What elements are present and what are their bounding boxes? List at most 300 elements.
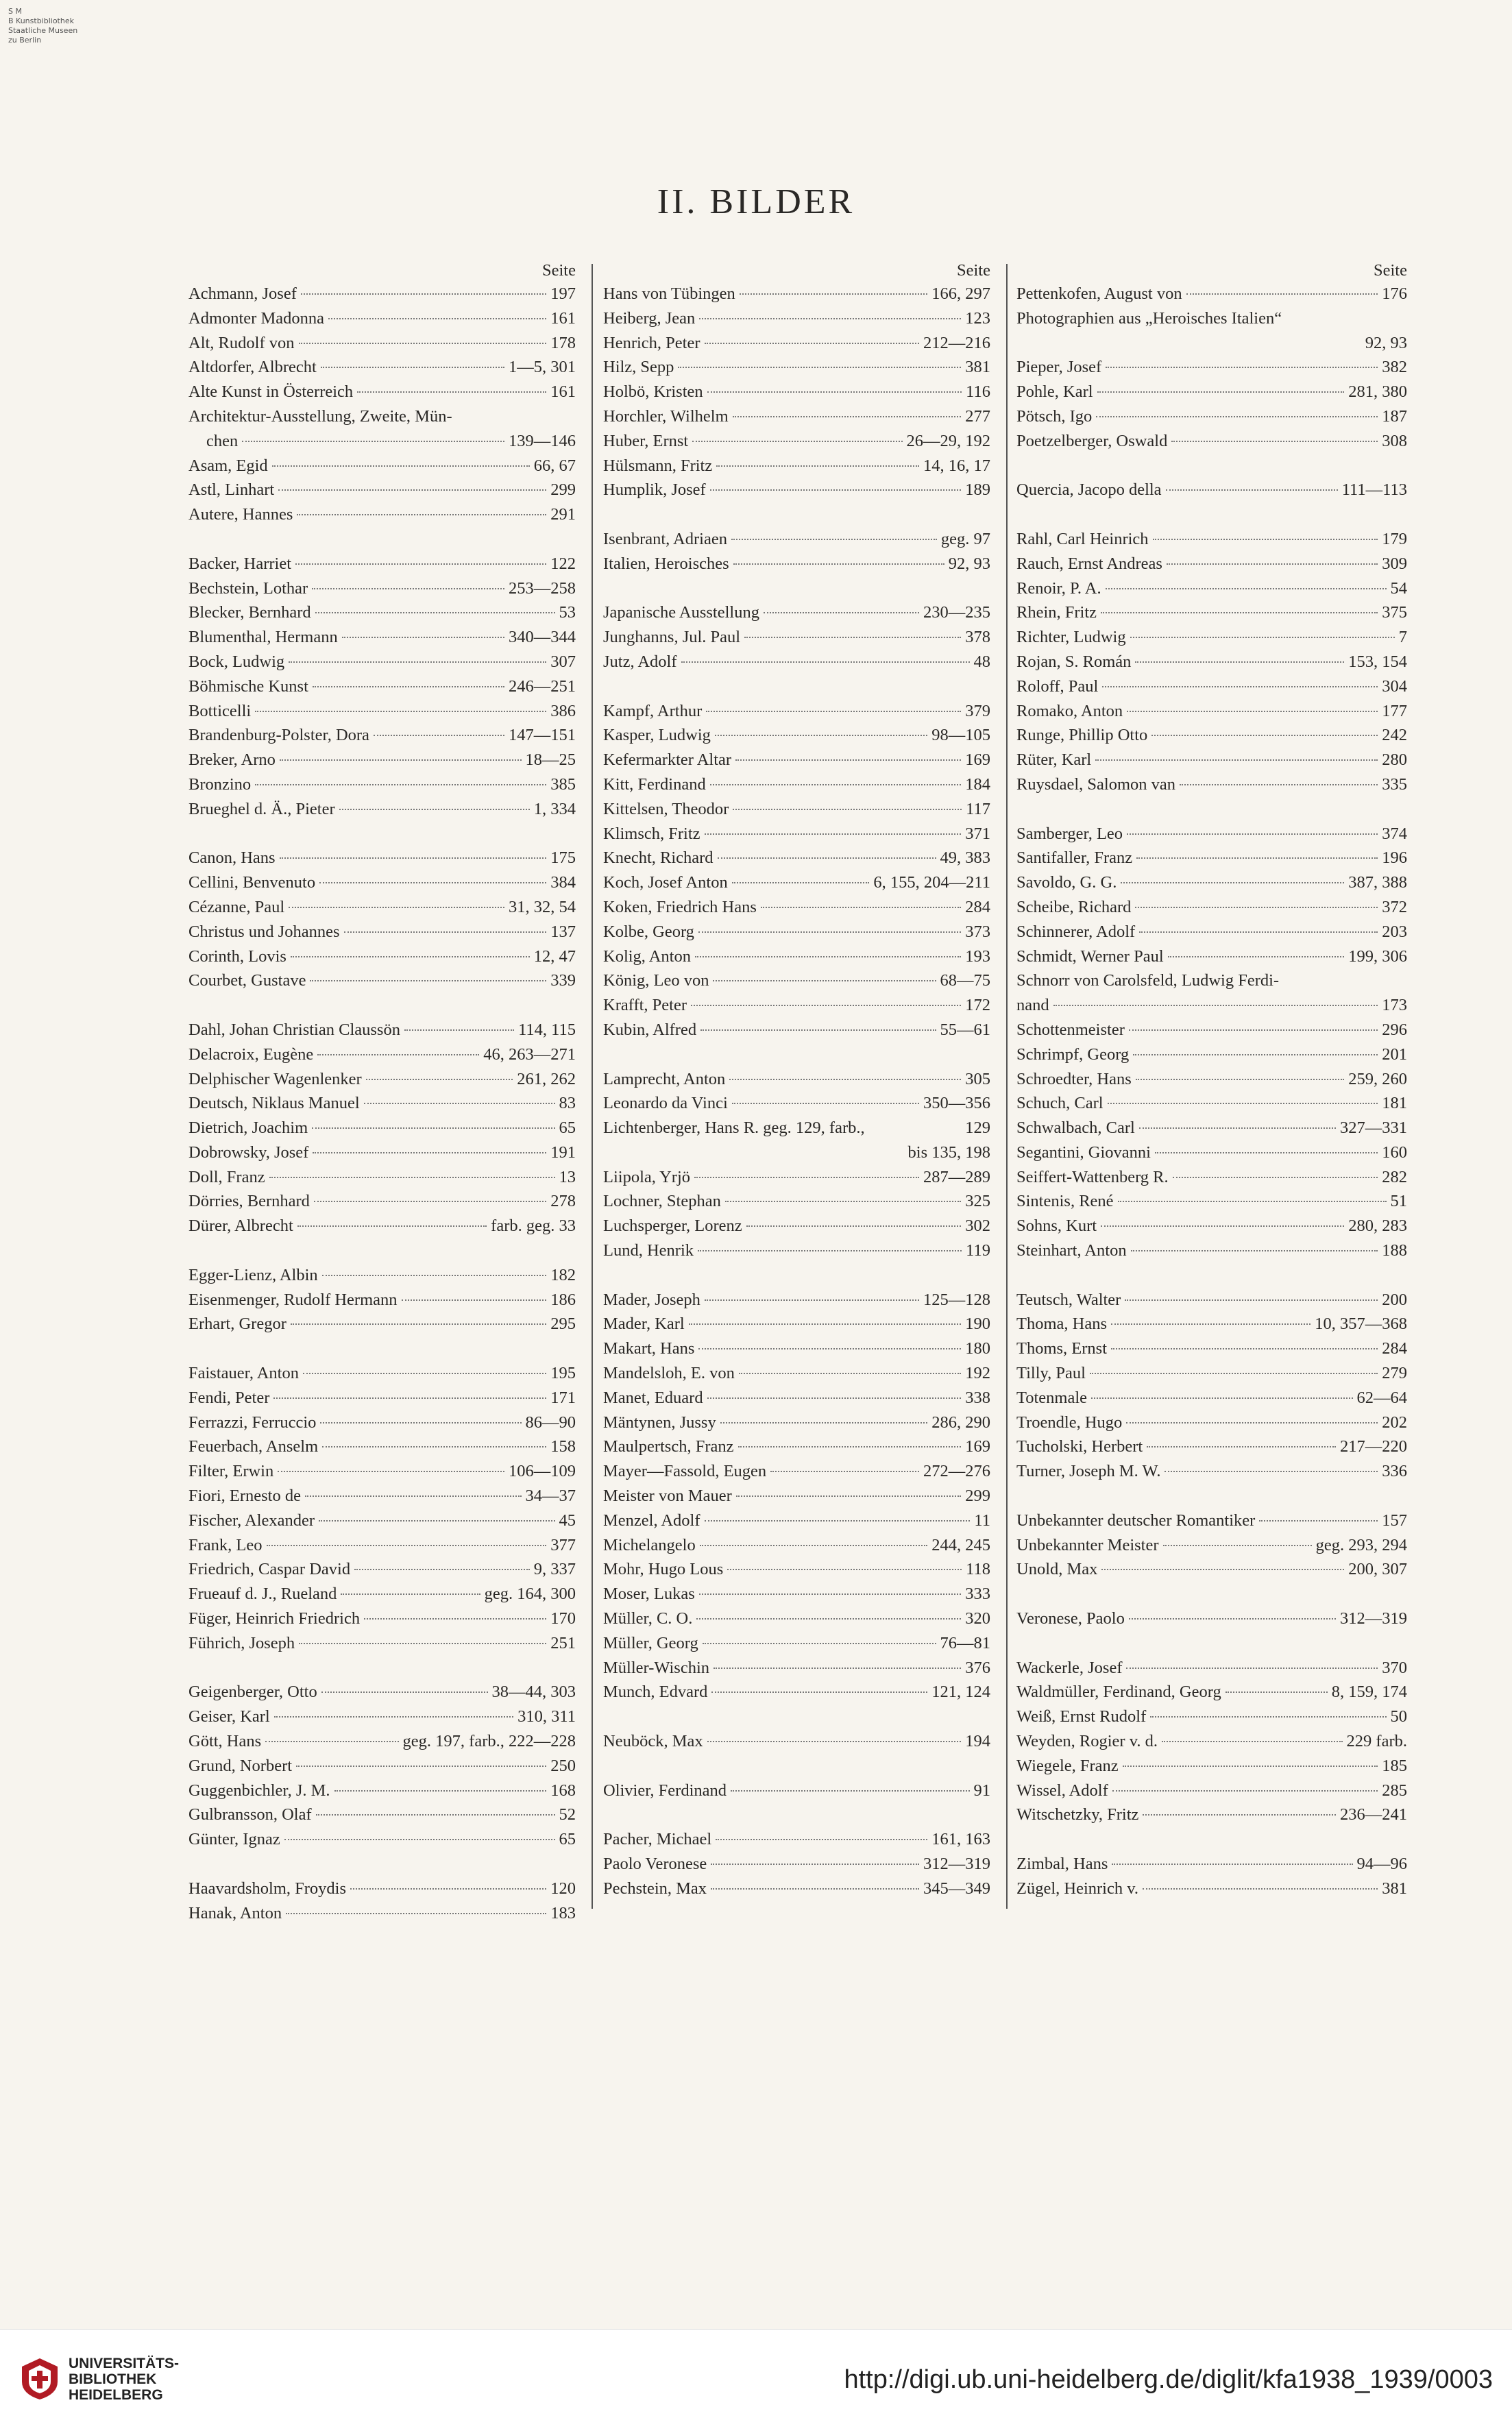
entry-name: Renoir, P. A. [1016, 578, 1101, 598]
entry-pages: geg. 293, 294 [1315, 1535, 1407, 1554]
entry-name: Bronzino [188, 774, 252, 794]
entry-name: Achmann, Josef [188, 284, 297, 303]
dot-leader [278, 489, 546, 491]
index-entry [603, 920, 990, 944]
stamp-line: Staatliche Museen [8, 26, 78, 35]
entry-pages: geg. 164, 300 [484, 1585, 576, 1604]
dot-leader [291, 955, 530, 957]
dot-leader [735, 759, 961, 761]
dot-leader [1097, 391, 1345, 393]
entry-pages: 308 [1382, 431, 1407, 450]
dot-leader [402, 1299, 547, 1301]
index-entry [188, 1312, 576, 1336]
entry-name: Dürer, Albrecht [188, 1217, 293, 1236]
dot-leader [692, 440, 902, 442]
entry-name: Jutz, Adolf [603, 652, 677, 671]
entry-pages: 170 [550, 1609, 576, 1628]
index-column-1 [188, 259, 576, 1925]
dot-leader [714, 1667, 961, 1669]
entry-pages: 339 [550, 971, 576, 990]
index-entry [1016, 1557, 1407, 1582]
dot-leader [696, 1617, 961, 1620]
entry-name: Sohns, Kurt [1016, 1217, 1097, 1236]
index-column-3 [1016, 259, 1407, 1901]
entry-name: Fiori, Ernesto de [188, 1487, 301, 1506]
index-entry [603, 1312, 990, 1336]
index-entry [188, 1631, 576, 1656]
index-entry [1016, 429, 1407, 454]
entry-pages: 345—349 [923, 1879, 990, 1898]
dot-leader [694, 1176, 919, 1178]
entry-pages: 373 [965, 922, 990, 941]
entry-name: Christus und Johannes [188, 922, 340, 941]
entry-name: Photographien aus „Heroisches Italien“ [1016, 308, 1282, 328]
index-entry [188, 1214, 576, 1238]
index-entry [1016, 1410, 1407, 1435]
entry-pages: 123 [965, 308, 990, 328]
entry-name: Frueauf d. J., Rueland [188, 1585, 337, 1604]
section-gap [603, 1754, 990, 1779]
index-entry [188, 1803, 576, 1827]
entry-name: Admonter Madonna [188, 308, 324, 328]
entry-pages: 310, 311 [517, 1707, 576, 1726]
dot-leader [764, 611, 919, 613]
section-gap [1016, 1827, 1407, 1852]
index-entry [1016, 1680, 1407, 1705]
index-entry [188, 1877, 576, 1901]
index-entry [188, 944, 576, 969]
entry-name: Koken, Friedrich Hans [603, 897, 757, 916]
entry-name: Weiß, Ernst Rudolf [1016, 1707, 1147, 1726]
index-entry [603, 1140, 990, 1165]
entry-name: Rhein, Fritz [1016, 603, 1097, 622]
entry-pages: 111—113 [1341, 480, 1407, 500]
entry-list [188, 282, 576, 1925]
entry-pages: 137 [550, 922, 576, 941]
dot-leader [1259, 1519, 1378, 1522]
index-entry [603, 822, 990, 846]
dot-leader [341, 1593, 480, 1595]
entry-name: Lichtenberger, Hans R. geg. 129, farb., [603, 1119, 865, 1138]
entry-name: Michelangelo [603, 1535, 696, 1554]
entry-name: Lamprecht, Anton [603, 1069, 726, 1088]
entry-name: Gulbransson, Olaf [188, 1805, 312, 1824]
entry-pages: 106—109 [509, 1462, 576, 1481]
index-entry [603, 968, 990, 993]
dot-leader [707, 391, 962, 393]
entry-name: Gött, Hans [188, 1732, 262, 1751]
section-gap [603, 502, 990, 527]
index-entry [188, 306, 576, 331]
index-entry [603, 1827, 990, 1852]
entry-name: Kitt, Ferdinand [603, 774, 706, 794]
entry-pages: 10, 357—368 [1315, 1315, 1407, 1334]
dot-leader [1173, 1176, 1378, 1178]
index-entry [603, 478, 990, 502]
entry-name: Romako, Anton [1016, 701, 1123, 720]
entry-pages: 304 [1382, 676, 1407, 696]
index-entry [603, 1656, 990, 1681]
index-entry [188, 1434, 576, 1459]
entry-pages: 68—75 [940, 971, 990, 990]
entry-pages: farb. geg. 33 [491, 1217, 576, 1236]
entry-pages: 92, 93 [1365, 333, 1407, 352]
entry-name: chen [206, 431, 239, 450]
entry-pages: 200, 307 [1348, 1560, 1407, 1579]
index-entry [188, 1361, 576, 1386]
index-entry [188, 797, 576, 822]
entry-name: Zügel, Heinrich v. [1016, 1879, 1139, 1898]
entry-pages: 34—37 [525, 1487, 576, 1506]
index-entry [188, 625, 576, 650]
entry-name: Schwalbach, Carl [1016, 1119, 1135, 1138]
index-entry [603, 1189, 990, 1214]
dot-leader [334, 1789, 547, 1792]
index-entry [188, 772, 576, 797]
dot-leader [746, 1225, 962, 1227]
entry-pages: 129 [965, 1119, 990, 1138]
entry-pages: geg. 97 [940, 529, 990, 548]
entry-name: Brandenburg-Polster, Dora [188, 726, 369, 745]
index-entry [188, 1091, 576, 1116]
dot-leader [313, 685, 504, 687]
entry-name: Mayer—Fassold, Eugen [603, 1462, 767, 1481]
entry-name: Kasper, Ludwig [603, 726, 711, 745]
dot-leader [289, 661, 546, 663]
dot-leader [286, 1912, 546, 1914]
entry-pages: 171 [550, 1388, 576, 1407]
index-entry [1016, 1042, 1407, 1067]
seite-header: Seite [957, 261, 990, 280]
entry-pages: 18—25 [525, 750, 576, 770]
entry-pages: 184 [965, 774, 990, 794]
entry-pages: 120 [550, 1879, 576, 1898]
entry-pages: 116 [966, 382, 990, 402]
index-entry [188, 723, 576, 748]
index-entry [1016, 920, 1407, 944]
dot-leader [1135, 906, 1378, 908]
entry-name: Blecker, Bernhard [188, 603, 311, 622]
entry-name: Zimbal, Hans [1016, 1855, 1108, 1873]
entry-pages: 51 [1390, 1192, 1407, 1211]
index-entry [1016, 1533, 1407, 1558]
entry-pages: 261, 262 [517, 1069, 576, 1088]
index-entry [603, 772, 990, 797]
index-entry [603, 380, 990, 404]
entry-pages: 259, 260 [1348, 1069, 1407, 1088]
entry-name: Troendle, Hugo [1016, 1413, 1123, 1432]
index-entry [603, 723, 990, 748]
dot-leader [700, 1544, 928, 1546]
index-entry [188, 1533, 576, 1558]
index-entry [1016, 1459, 1407, 1484]
entry-name: Thoma, Hans [1016, 1315, 1107, 1334]
entry-pages: 193 [965, 946, 990, 966]
entry-name: Unbekannter Meister [1016, 1535, 1159, 1554]
dot-leader [727, 1568, 962, 1570]
index-entry [603, 1484, 990, 1508]
entry-name: Veronese, Paolo [1016, 1609, 1125, 1628]
index-entry [188, 552, 576, 576]
entry-name: Rahl, Carl Heinrich [1016, 529, 1149, 548]
entry-pages: 272—276 [923, 1462, 990, 1481]
entry-name: Schroedter, Hans [1016, 1069, 1132, 1088]
entry-name: Liipola, Yrjö [603, 1167, 691, 1186]
index-entry [1016, 1116, 1407, 1140]
dot-leader [319, 881, 546, 883]
section-gap [1016, 1631, 1407, 1656]
entry-name: Steinhart, Anton [1016, 1241, 1127, 1260]
dot-leader [1226, 1691, 1328, 1693]
entry-pages: 9, 337 [533, 1560, 576, 1579]
index-entry [1016, 1165, 1407, 1190]
dot-leader [738, 1445, 962, 1447]
index-entry [1016, 1434, 1407, 1459]
dot-leader [731, 1789, 969, 1792]
index-entry [188, 920, 576, 944]
index-entry [1016, 331, 1407, 356]
entry-name: Unbekannter deutscher Romantiker [1016, 1511, 1256, 1530]
dot-leader [713, 979, 936, 981]
dot-leader [1112, 1789, 1378, 1792]
entry-pages: 62—64 [1356, 1388, 1407, 1407]
index-entry [603, 1361, 990, 1386]
entry-name: Huber, Ernst [603, 431, 689, 450]
entry-name: Böhmische Kunst [188, 676, 308, 696]
entry-name: Fischer, Alexander [188, 1511, 315, 1530]
dot-leader [732, 1102, 919, 1104]
entry-pages: 385 [550, 774, 576, 794]
entry-pages: 122 [550, 554, 576, 573]
entry-pages: 114, 115 [518, 1020, 576, 1039]
index-entry [188, 1754, 576, 1779]
logo-line: HEIDELBERG [69, 2387, 163, 2403]
index-entry [188, 331, 576, 356]
dot-leader [364, 1617, 546, 1620]
section-gap [1016, 454, 1407, 478]
index-entry [188, 404, 576, 429]
index-entry [603, 1607, 990, 1631]
entry-pages: 229 farb. [1346, 1732, 1407, 1751]
entry-name: Hans von Tübingen [603, 284, 735, 303]
index-entry [1016, 1852, 1407, 1877]
entry-pages: 182 [550, 1265, 576, 1284]
dot-leader [1129, 1029, 1378, 1031]
entry-name: Mandelsloh, E. von [603, 1364, 735, 1383]
entry-pages: 246—251 [509, 676, 576, 696]
index-entry [1016, 355, 1407, 380]
entry-pages: 189 [965, 480, 990, 500]
entry-pages: 196 [1382, 848, 1407, 868]
entry-name: Mader, Karl [603, 1315, 685, 1334]
dot-leader [297, 1225, 487, 1227]
entry-pages: 6, 155, 204—211 [873, 873, 990, 892]
index-entry [1016, 895, 1407, 920]
dot-leader [1131, 1249, 1378, 1251]
entry-pages: 192 [965, 1364, 990, 1383]
entry-name: Scheibe, Richard [1016, 897, 1132, 916]
entry-name: Klimsch, Fritz [603, 824, 700, 843]
viewer-footer [0, 2329, 1512, 2431]
entry-name: Lund, Henrik [603, 1241, 694, 1260]
index-entry [1016, 993, 1407, 1018]
index-entry [188, 674, 576, 699]
entry-name: Delacroix, Eugène [188, 1045, 314, 1064]
dot-leader [317, 1053, 479, 1055]
entry-name: Totenmale [1016, 1388, 1088, 1407]
entry-pages: 242 [1382, 726, 1407, 745]
stamp-line: B Kunstbibliothek [8, 16, 74, 25]
index-entry [1016, 968, 1407, 993]
section-gap [603, 674, 990, 699]
entry-name: Samberger, Leo [1016, 824, 1123, 843]
entry-name: Kefermarkter Altar [603, 750, 732, 770]
entry-name: Kittelsen, Theodor [603, 799, 729, 818]
index-entry [1016, 1091, 1407, 1116]
dot-leader [296, 1765, 546, 1767]
entry-pages: 52 [559, 1805, 576, 1824]
index-entry [1016, 1067, 1407, 1092]
dot-leader [1095, 759, 1378, 761]
entry-name: Geigenberger, Otto [188, 1683, 317, 1702]
entry-pages: 378 [965, 628, 990, 647]
index-entry [603, 650, 990, 674]
index-entry [188, 895, 576, 920]
entry-name: Führich, Joseph [188, 1633, 295, 1652]
entry-name: Sintenis, René [1016, 1192, 1114, 1211]
entry-pages: 117 [966, 799, 990, 818]
dot-leader [350, 1888, 546, 1890]
index-entry [1016, 1361, 1407, 1386]
stamp-line: S M [8, 7, 22, 16]
dot-leader [312, 587, 504, 589]
entry-name: Courbet, Gustave [188, 971, 306, 990]
entry-name: Pechstein, Max [603, 1879, 707, 1898]
dot-leader [706, 710, 961, 712]
entry-pages: 158 [550, 1437, 576, 1456]
entry-name: Waldmüller, Ferdinand, Georg [1016, 1683, 1221, 1702]
entry-name: Eisenmenger, Rudolf Hermann [188, 1290, 398, 1309]
index-entry [1016, 527, 1407, 552]
entry-name: Olivier, Ferdinand [603, 1781, 727, 1800]
index-entry [1016, 478, 1407, 502]
index-entry [188, 454, 576, 478]
entry-pages: 379 [965, 701, 990, 720]
section-gap [188, 1852, 576, 1877]
entry-name: Cézanne, Paul [188, 897, 285, 916]
index-entry [1016, 723, 1407, 748]
entry-pages: 119 [966, 1241, 990, 1260]
entry-pages: 172 [965, 996, 990, 1015]
dot-leader [1111, 1347, 1378, 1349]
entry-pages: 65 [559, 1830, 576, 1849]
entry-pages: 320 [965, 1609, 990, 1628]
entry-pages: 382 [1382, 358, 1407, 377]
entry-pages: 168 [550, 1781, 576, 1800]
entry-pages: 169 [965, 1437, 990, 1456]
dot-leader [280, 857, 547, 859]
dot-leader [1166, 489, 1338, 491]
entry-name: Haavardsholm, Froydis [188, 1879, 346, 1898]
entry-pages: 296 [1382, 1020, 1407, 1039]
dot-leader [716, 1838, 927, 1840]
dot-leader [339, 808, 530, 810]
entry-pages: 26—29, 192 [906, 431, 990, 450]
entry-name: Schmidt, Werner Paul [1016, 946, 1164, 966]
dot-leader [1101, 1225, 1344, 1227]
entry-name: Paolo Veronese [603, 1855, 707, 1873]
entry-pages: 53 [559, 603, 576, 622]
dot-leader [312, 1127, 554, 1129]
section-gap [1016, 1582, 1407, 1607]
logo-line: UNIVERSITÄTS- [69, 2356, 180, 2371]
index-entry [1016, 699, 1407, 724]
entry-pages: 179 [1382, 529, 1407, 548]
entry-name: Holbö, Kristen [603, 382, 703, 402]
seite-header: Seite [542, 261, 576, 280]
entry-pages: 340—344 [509, 628, 576, 647]
index-entry [603, 552, 990, 576]
dot-leader [328, 317, 546, 319]
entry-name: Wiegele, Franz [1016, 1756, 1119, 1775]
index-column-2 [603, 259, 990, 1901]
dot-leader [1180, 783, 1378, 785]
library-logo-text [69, 2356, 179, 2403]
entry-name: Heiberg, Jean [603, 308, 696, 328]
entry-pages: 333 [965, 1585, 990, 1604]
entry-pages: 190 [965, 1315, 990, 1334]
entry-pages: 377 [550, 1535, 576, 1554]
entry-name: Dobrowsky, Josef [188, 1143, 309, 1162]
entry-name: Moser, Lukas [603, 1585, 695, 1604]
entry-name: Runge, Phillip Otto [1016, 726, 1148, 745]
dot-leader [299, 342, 547, 344]
dot-leader [700, 1029, 936, 1031]
entry-pages: 299 [965, 1487, 990, 1506]
index-entry [603, 895, 990, 920]
entry-pages: 250 [550, 1756, 576, 1775]
entry-name: Dahl, Johan Christian Claussön [188, 1020, 400, 1039]
dot-leader [731, 538, 937, 540]
dot-leader [699, 1593, 962, 1595]
entry-pages: 335 [1382, 774, 1407, 794]
entry-pages: 282 [1382, 1167, 1407, 1186]
entry-name: Friedrich, Caspar David [188, 1560, 351, 1579]
entry-name: Roloff, Paul [1016, 676, 1099, 696]
section-gap [188, 1656, 576, 1681]
entry-name: Günter, Ignaz [188, 1830, 280, 1849]
dot-leader [1162, 1740, 1343, 1742]
entry-pages: 50 [1390, 1707, 1407, 1726]
entry-pages: 302 [965, 1217, 990, 1236]
entry-name: Teutsch, Walter [1016, 1290, 1121, 1309]
index-entry [188, 650, 576, 674]
entry-pages: 180 [965, 1339, 990, 1358]
dot-leader [322, 1445, 546, 1447]
entry-pages: 11 [974, 1511, 990, 1530]
dot-leader [295, 563, 546, 565]
entry-name: Wackerle, Josef [1016, 1658, 1123, 1677]
dot-leader [733, 415, 962, 417]
source-url-link[interactable]: http://digi.ub.uni-heidelberg.de/diglit/kfa1938_1939/0003 [844, 2365, 1493, 2394]
entry-name: Füger, Heinrich Friedrich [188, 1609, 361, 1628]
entry-name: Kampf, Arthur [603, 701, 703, 720]
dot-leader [1163, 1544, 1312, 1546]
dot-leader [265, 1740, 398, 1742]
index-entry [1016, 1656, 1407, 1681]
dot-leader [739, 1372, 961, 1374]
entry-name: Witschetzky, Fritz [1016, 1805, 1139, 1824]
